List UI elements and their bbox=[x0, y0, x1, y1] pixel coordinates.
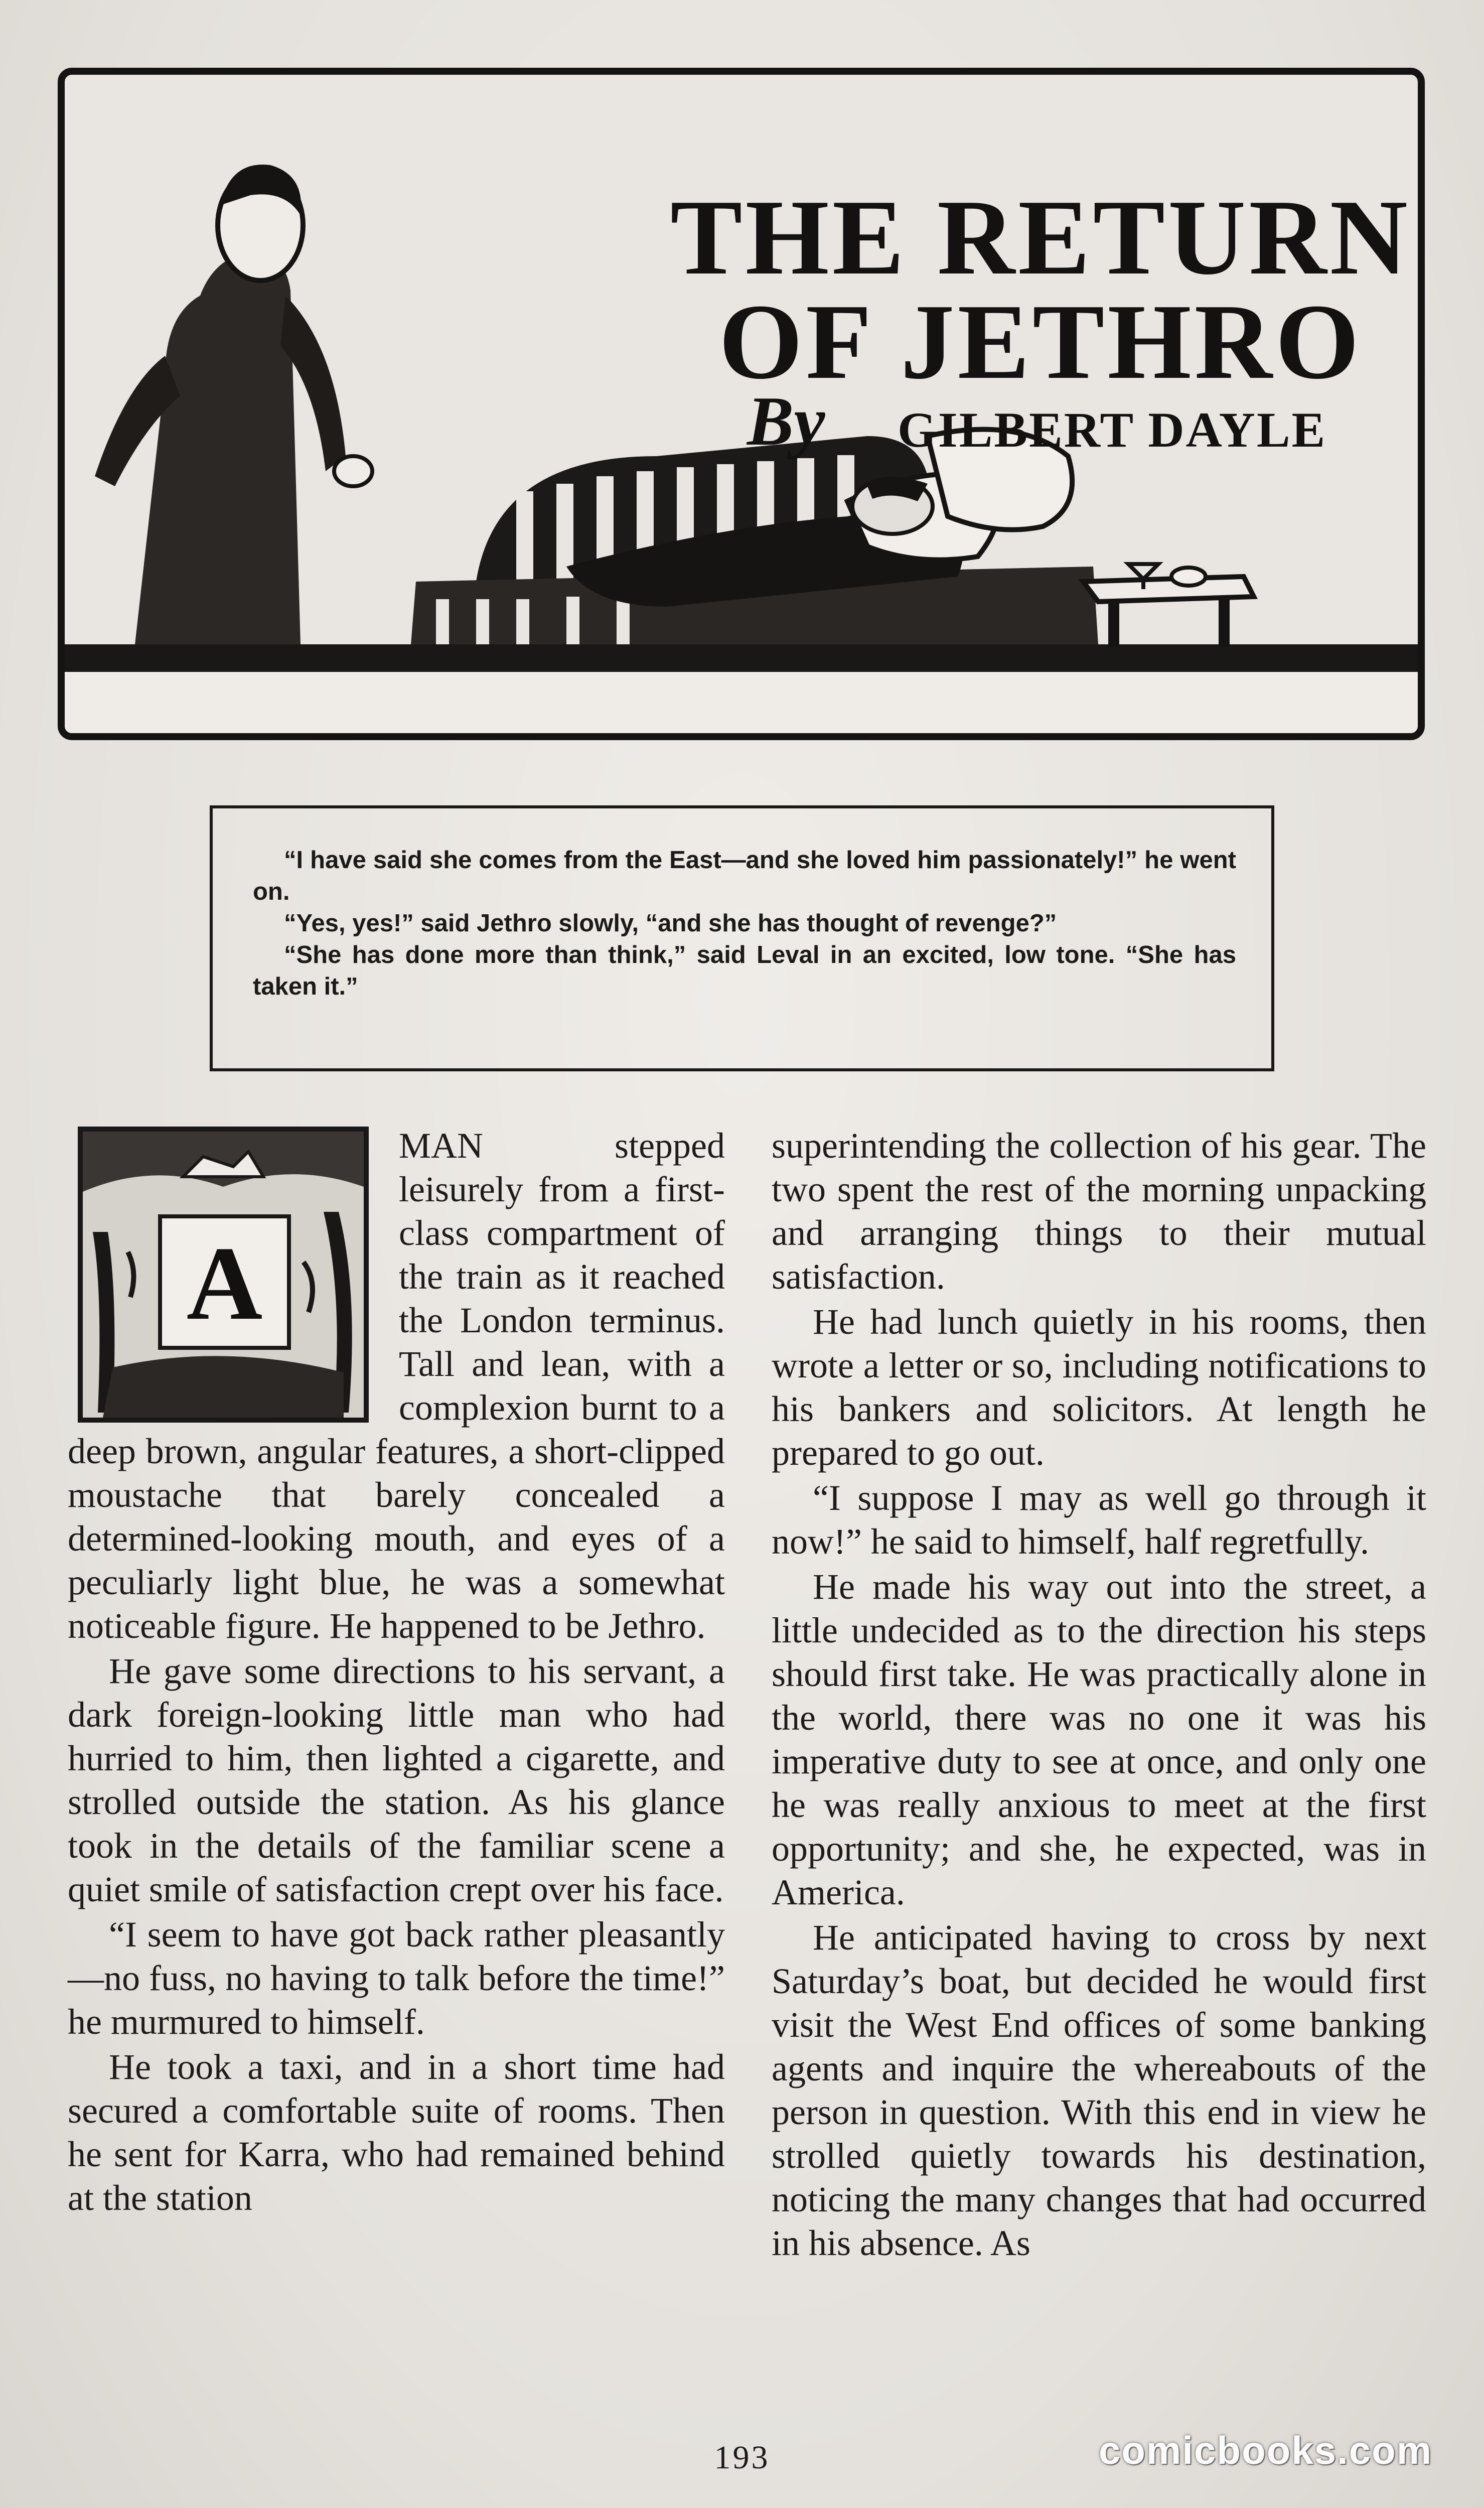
story-title-line-2: OF JETHRO bbox=[718, 282, 1363, 401]
body-paragraph: He had lunch quietly in his rooms, then wrote a letter or so, including notifications to his bankers and solicitors. At length he prepared to go out. bbox=[772, 1302, 1426, 1473]
drop-cap-illustration bbox=[78, 1127, 369, 1423]
body-paragraph: superintending the collection of his gear. The two spent the rest of the morning unpacking and arranging things to their mutual satisfaction. bbox=[772, 1126, 1426, 1297]
body-paragraph: MAN stepped leisurely from a first-class compartment of the train as it reached the London terminus. Tall and lean, with a complexion burnt to a deep brown, angular features, a short-clipped moustache that barely concealed a determined-looking mouth, and eyes of a peculiarly light blue, he was a somewhat noticeable figure. He happened to be Jethro. bbox=[68, 1126, 725, 1646]
excerpt-paragraph: “I have said she comes from the East—and she loved him passionately!” he went on. bbox=[253, 847, 1236, 905]
drop-cap-letter: A bbox=[158, 1214, 291, 1350]
body-paragraph: “I suppose I may as well go through it now!” he said to himself, half regretfully. bbox=[772, 1478, 1426, 1562]
header-illustration bbox=[58, 68, 1425, 740]
byline-by: By bbox=[747, 382, 825, 460]
body-paragraph: “I seem to have got back rather pleasantly—no fuss, no having to talk before the time!” he murmured to himself. bbox=[68, 1914, 725, 2042]
byline bbox=[747, 381, 1399, 461]
body-column-right bbox=[772, 1124, 1426, 2267]
story-title bbox=[622, 177, 1425, 401]
author-name: GILBERT DAYLE bbox=[898, 402, 1327, 458]
page-number: 193 bbox=[714, 2439, 770, 2476]
body-paragraph: He anticipated having to cross by next Saturday’s boat, but decided he would first visit the West End offices of some banking agents and inquire the whereabouts of the person in question. With this end in view he strolled quietly towards his destination, noticing the many changes that had occurred in his absence. As bbox=[772, 1917, 1426, 2263]
body-paragraph: He made his way out into the street, a little undecided as to the direction his steps should first take. He was practically alone in the world, there was no one it was his imperative duty to see at once, and only one he was really anxious to meet at the first opportunity; and she, he expected, was in America. bbox=[772, 1567, 1426, 1912]
watermark: comicbooks.com bbox=[1099, 2428, 1433, 2472]
story-title-line-1: THE RETURN bbox=[670, 177, 1411, 297]
body-column-left bbox=[68, 1124, 725, 2221]
body-paragraph: He took a taxi, and in a short time had secured a comfortable suite of rooms. Then he sent for Karra, who had remained behind at the station bbox=[68, 2047, 725, 2218]
excerpt-box bbox=[210, 805, 1274, 1071]
body-paragraph: He gave some directions to his servant, a dark foreign-looking little man who had hurried to him, then lighted a cigarette, and strolled outside the station. As his glance took in the details of the familiar scene a quiet smile of satisfaction crept over his face. bbox=[68, 1651, 725, 1909]
excerpt-paragraph: “Yes, yes!” said Jethro slowly, “and she has thought of revenge?” bbox=[284, 910, 1057, 937]
excerpt-paragraph: “She has done more than think,” said Leval in an excited, low tone. “She has taken it.” bbox=[253, 941, 1236, 1000]
